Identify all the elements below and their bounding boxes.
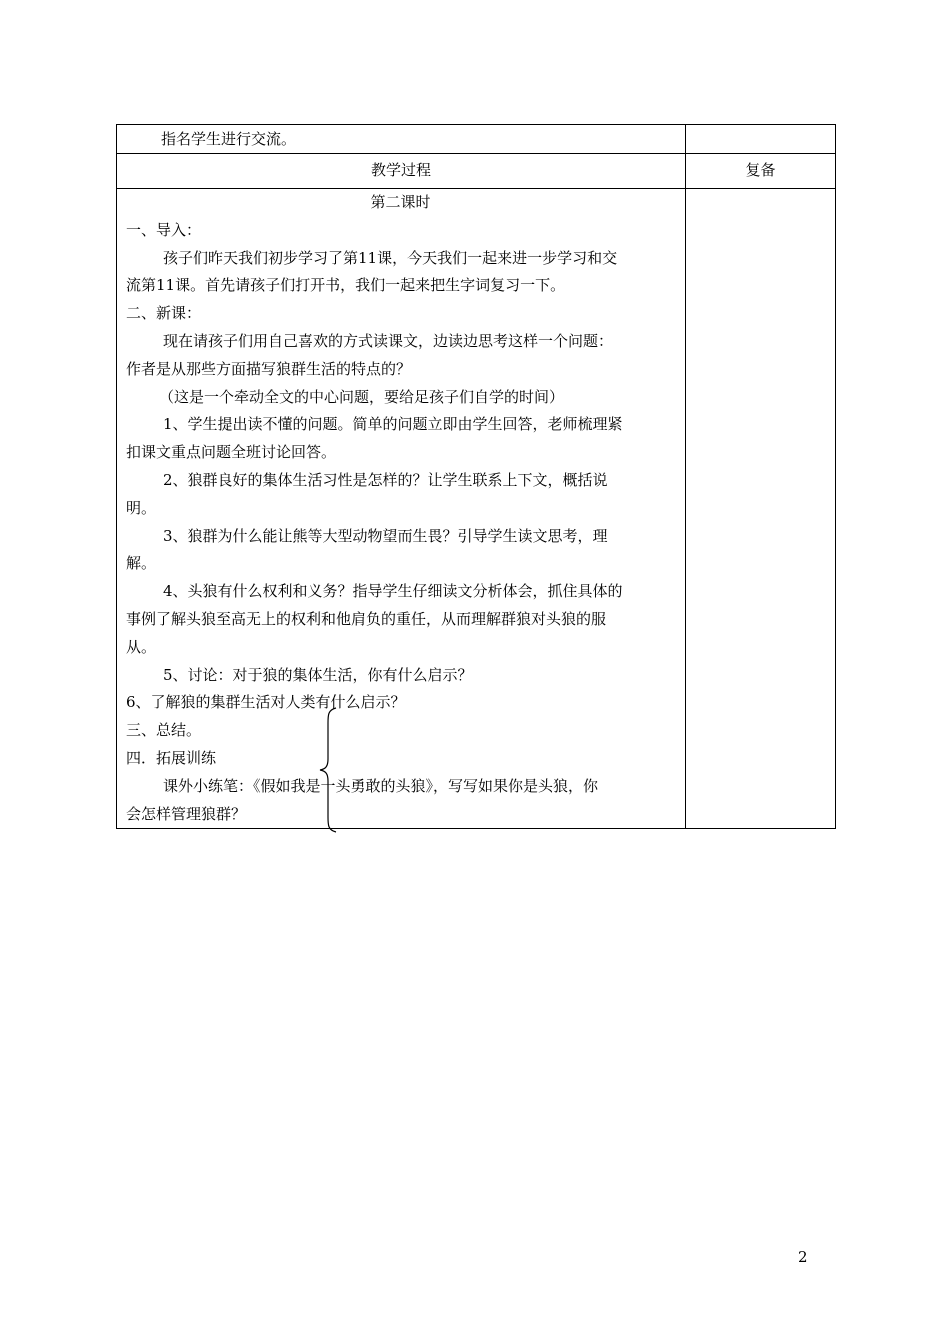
paragraph-line: （这是一个牵动全文的中心问题，要给足孩子们自学的时间）: [159, 387, 565, 406]
list-item: 2、狼群良好的集体生活习性是怎样的？让学生联系上下文，概括说: [163, 470, 608, 489]
lesson-review-cell: [686, 189, 836, 829]
previous-content-row: [117, 125, 836, 154]
list-item: 1、学生提出读不懂的问题。简单的问题立即由学生回答，老师梳理紧: [163, 415, 623, 434]
page-number: 2: [798, 1248, 808, 1266]
paragraph-line: 流第11课。首先请孩子们打开书，我们一起来把生字词复习一下。: [126, 276, 566, 295]
paragraph-line: 课外小练笔：《假如我是一头勇敢的头狼》，写写如果你是头狼，你: [163, 776, 599, 795]
section-heading: 一、导入：: [126, 220, 202, 239]
list-item: 6、了解狼的集群生活对人类有什么启示？: [126, 693, 406, 712]
list-item-continued: 明。: [126, 498, 157, 517]
list-item-continued: 事例了解头狼至高无上的权利和他肩负的重任，从而理解群狼对头狼的服: [126, 609, 607, 628]
lesson-body-cell: [117, 189, 686, 829]
curly-brace-icon: [318, 707, 342, 833]
paragraph-line: 现在请孩子们用自己喜欢的方式读课文，边读边思考这样一个问题：: [163, 331, 614, 350]
header-review: 复备: [686, 154, 836, 189]
list-item-continued: 从。: [126, 637, 157, 656]
header-teaching-process: 教学过程: [117, 154, 686, 189]
table-header-row: [117, 154, 836, 189]
list-item-continued: 解。: [126, 554, 157, 573]
paragraph-line: 作者是从那些方面描写狼群生活的特点的？: [126, 359, 412, 378]
previous-content-cell: 指名学生进行交流。: [117, 125, 686, 154]
lesson-body-row: [117, 189, 836, 829]
section-heading: 三、总结。: [126, 721, 202, 740]
section-heading: 二、新课：: [126, 304, 202, 323]
paragraph-line: 孩子们昨天我们初步学习了第11课，今天我们一起来进一步学习和交: [163, 248, 618, 267]
lesson-plan-table: [116, 124, 836, 829]
list-item: 4、头狼有什么权利和义务？指导学生仔细读文分析体会，抓住具体的: [163, 582, 623, 601]
paragraph-line: 会怎样管理狼群？: [126, 804, 247, 823]
list-item: 5、讨论：对于狼的集体生活，你有什么启示？: [163, 665, 473, 684]
previous-review-cell: [686, 125, 836, 154]
list-item-continued: 扣课文重点问题全班讨论回答。: [126, 443, 337, 462]
list-item: 3、狼群为什么能让熊等大型动物望而生畏？引导学生读文思考，理: [163, 526, 608, 545]
lesson-title: 第二课时: [370, 193, 431, 211]
section-heading: 四．拓展训练: [126, 748, 217, 767]
